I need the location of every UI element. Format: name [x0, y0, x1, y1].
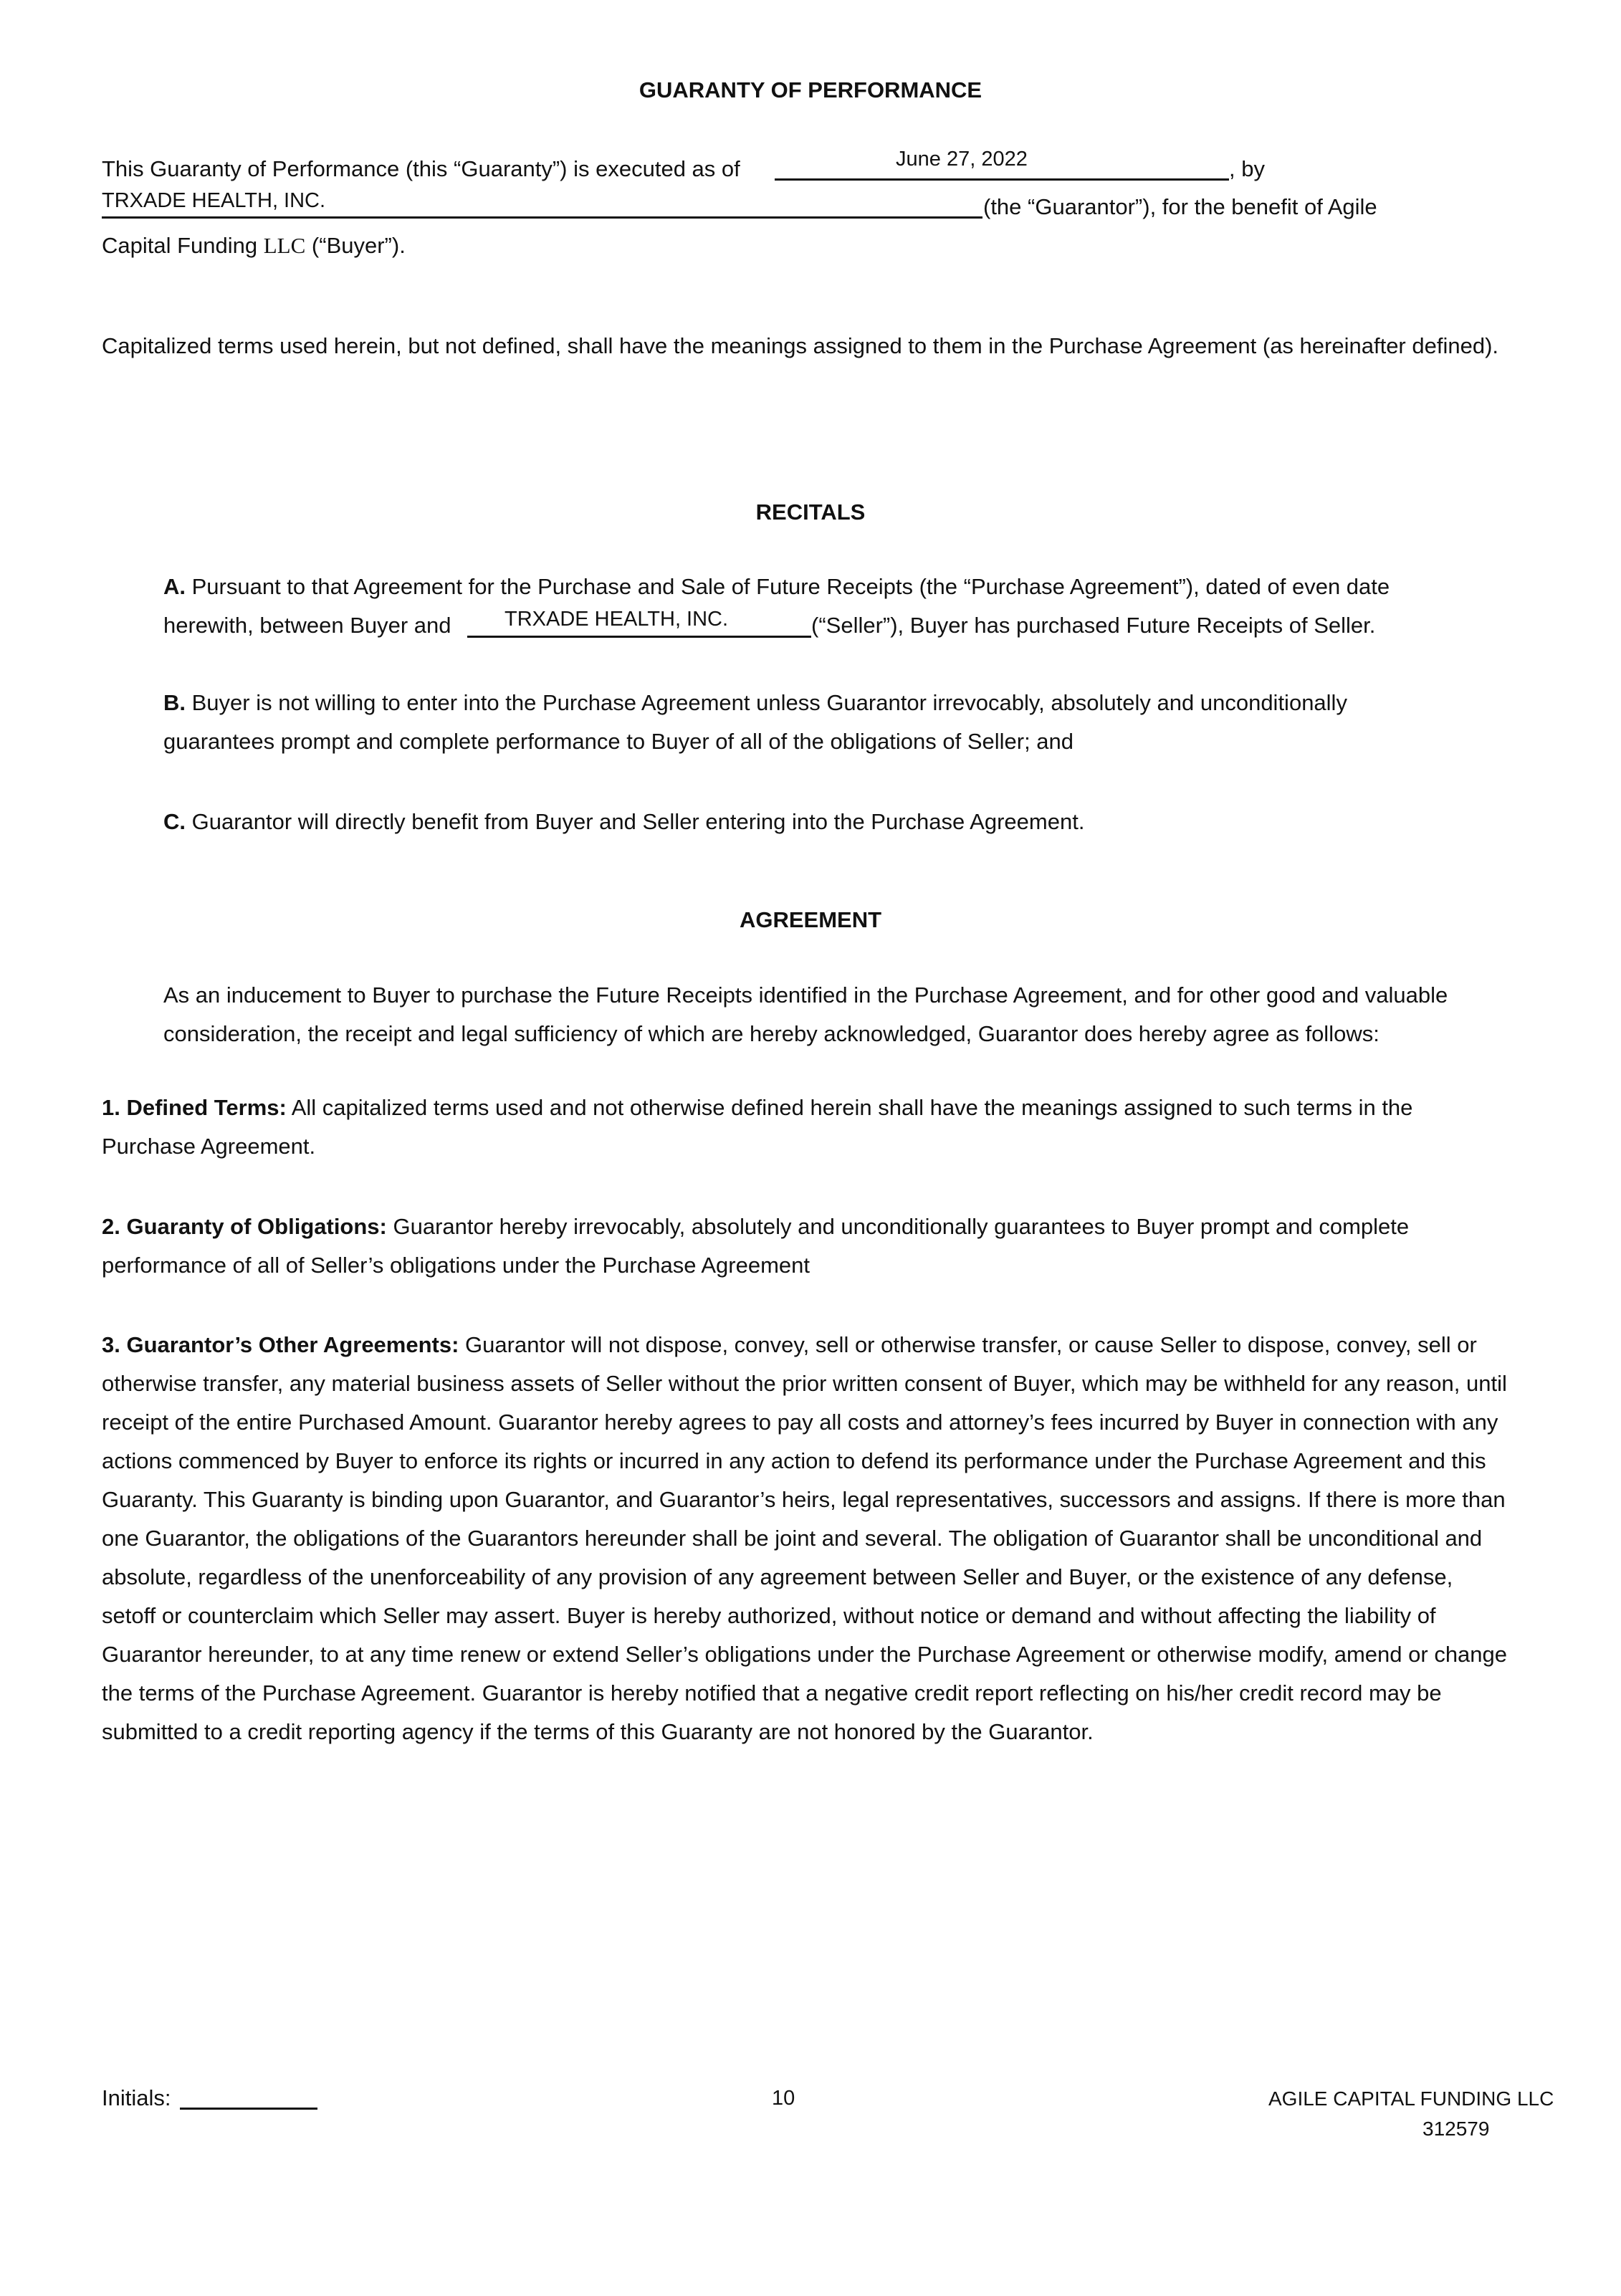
- recital-a-line1: A. Pursuant to that Agreement for the Purchase and Sale of Future Receipts (the “Purchase Agreement”), dated of even date: [163, 574, 1390, 599]
- section-guaranty-of-obligations: 2. Guaranty of Obligations: Guarantor hereby irrevocably, absolutely and unconditionally guarantees to Buyer prompt and complete performance of all of Seller’s obligations under the Purchase Agreement: [102, 1214, 1410, 1278]
- footer-doc-number: 312579: [1422, 2118, 1490, 2140]
- page-number: 10: [772, 2087, 795, 2110]
- seller-blank-line: [467, 636, 811, 638]
- recitals-heading: RECITALS: [755, 499, 866, 525]
- date-blank-line: [775, 178, 1229, 181]
- guarantor-value: TRXADE HEALTH, INC.: [102, 189, 326, 212]
- agreement-intro-paragraph: As an inducement to Buyer to purchase the Future Receipts identified in the Purchase Agreement, and for other good and valuable consideration, the receipt and legal sufficiency of which are hereby acknowledged, Guarantor does hereby agree as follows:: [163, 982, 1448, 1046]
- guarantor-blank-line: [102, 216, 982, 219]
- document-title: GUARANTY OF PERFORMANCE: [639, 77, 982, 102]
- section-other-agreements: 3. Guarantor’s Other Agreements: Guarantor will not dispose, convey, sell or otherwise transfer, or cause Seller to dispose, convey, sell or otherwise transfer, any material business assets of Seller without the prior written consent of Buyer, which may be withheld for any reason, until receipt of the entire Purchased Amount. Guarantor hereby agrees to pay all costs and attorney’s fees incurred by Buyer in connection with any actions commenced by Buyer to enforce its rights or incurred in any action to defend its performance under the Purchase Agreement and this Guaranty. This Guaranty is binding upon Guarantor, and Guarantor’s heirs, legal representatives, successors and assigns. If there is more than one Guarantor, the obligations of the Guarantors hereunder shall be joint and several. The obligation of Guarantor shall be unconditional and absolute, regardless of the unenforceability of any provision of any agreement between Seller and Buyer, or the existence of any defense, setoff or counterclaim which Seller may assert. Buyer is hereby authorized, without notice or demand and without affecting the liability of Guarantor hereunder, to at any time renew or extend Seller’s obligations under the Purchase Agreement or otherwise modify, amend or change the terms of the Purchase Agreement. Guarantor is hereby notified that a negative credit report reflecting on his/her credit record may be submitted to a credit reporting agency if the terms of this Guaranty are not honored by the Guarantor.: [102, 1332, 1508, 1744]
- footer-company: AGILE CAPITAL FUNDING LLC: [1268, 2087, 1554, 2110]
- intro-line2-text: (the “Guarantor”), for the benefit of Agile: [983, 194, 1377, 219]
- section-defined-terms: 1. Defined Terms: All capitalized terms used and not otherwise defined herein shall have the meanings assigned to such terms in the Purchase Agreement.: [102, 1095, 1413, 1159]
- initials-label: Initials:: [102, 2085, 171, 2110]
- date-value: June 27, 2022: [896, 148, 1028, 171]
- intro-line1-end: , by: [1229, 156, 1265, 181]
- agreement-heading: AGREEMENT: [739, 907, 882, 932]
- recital-c-paragraph: C. Guarantor will directly benefit from Buyer and Seller entering into the Purchase Agreement.: [163, 809, 1085, 834]
- initials-blank-line: [180, 2108, 317, 2110]
- seller-value: TRXADE HEALTH, INC.: [505, 608, 729, 631]
- intro-line1-text: This Guaranty of Performance (this “Guaranty”) is executed as of: [102, 156, 740, 181]
- capitalized-terms-paragraph: Capitalized terms used herein, but not defined, shall have the meanings assigned to them in the Purchase Agreement (as hereinafter defined).: [102, 333, 1499, 358]
- recital-a-line2-text: herewith, between Buyer and: [163, 613, 451, 638]
- recital-a-line2-end: (“Seller”), Buyer has purchased Future Receipts of Seller.: [811, 613, 1376, 638]
- recital-b-paragraph: B. Buyer is not willing to enter into the Purchase Agreement unless Guarantor irrevocably, absolutely and unconditionally guarantees prompt and complete performance to Buyer of all of the obligations of Seller; and: [163, 690, 1347, 754]
- intro-line3-text: Capital Funding LLC (“Buyer”).: [102, 233, 406, 258]
